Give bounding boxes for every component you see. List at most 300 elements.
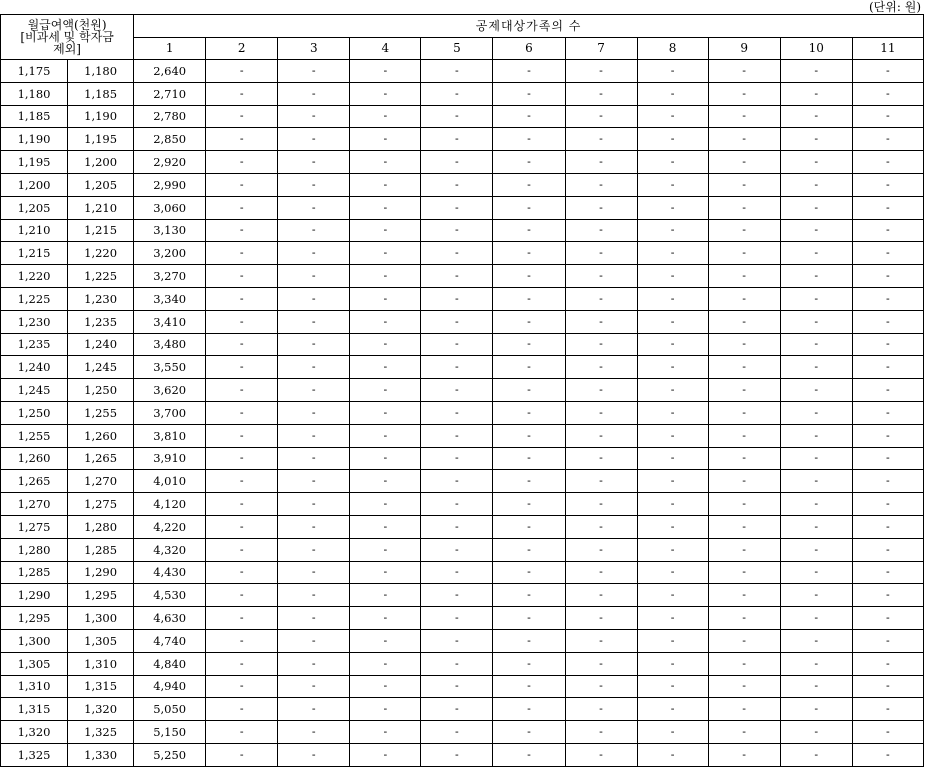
tax-family-9-cell: -	[708, 629, 780, 652]
tax-family-1-cell: 3,130	[134, 219, 206, 242]
tax-family-6-cell: -	[493, 721, 565, 744]
tax-family-6-cell: -	[493, 698, 565, 721]
tax-family-4-cell: -	[350, 743, 421, 766]
salary-from-cell: 1,180	[1, 82, 68, 105]
tax-family-2-cell: -	[206, 196, 278, 219]
tax-family-9-cell: -	[708, 447, 780, 470]
tax-family-3-cell: -	[278, 219, 350, 242]
tax-family-6-cell: -	[493, 333, 565, 356]
salary-to-cell: 1,230	[68, 287, 134, 310]
tax-family-9-cell: -	[708, 196, 780, 219]
tax-family-6-cell: -	[493, 82, 565, 105]
tax-family-6-cell: -	[493, 128, 565, 151]
tax-family-9-cell: -	[708, 584, 780, 607]
tax-family-5-cell: -	[421, 561, 493, 584]
tax-family-7-cell: -	[565, 424, 637, 447]
tax-family-6-cell: -	[493, 356, 565, 379]
tax-family-5-cell: -	[421, 379, 493, 402]
tax-family-5-cell: -	[421, 128, 493, 151]
salary-from-cell: 1,225	[1, 287, 68, 310]
tax-family-3-cell: -	[278, 333, 350, 356]
tax-family-6-cell: -	[493, 470, 565, 493]
salary-to-cell: 1,180	[68, 60, 134, 83]
tax-family-3-cell: -	[278, 401, 350, 424]
tax-family-2-cell: -	[206, 128, 278, 151]
tax-family-11-cell: -	[852, 105, 923, 128]
tax-family-3-cell: -	[278, 287, 350, 310]
table-row	[1, 82, 924, 105]
table-row	[1, 447, 924, 470]
tax-family-4-cell: -	[350, 721, 421, 744]
family-count-6: 6	[493, 37, 565, 60]
tax-family-6-cell: -	[493, 675, 565, 698]
tax-family-10-cell: -	[780, 379, 852, 402]
salary-from-cell: 1,285	[1, 561, 68, 584]
tax-family-1-cell: 2,990	[134, 173, 206, 196]
table-row	[1, 265, 924, 288]
tax-family-8-cell: -	[637, 151, 708, 174]
tax-family-2-cell: -	[206, 470, 278, 493]
salary-from-cell: 1,190	[1, 128, 68, 151]
tax-family-6-cell: -	[493, 538, 565, 561]
tax-family-5-cell: -	[421, 356, 493, 379]
tax-family-1-cell: 4,120	[134, 493, 206, 516]
salary-header-line1: 월급여액(천원)	[27, 18, 107, 32]
tax-family-4-cell: -	[350, 173, 421, 196]
tax-family-5-cell: -	[421, 265, 493, 288]
tax-family-9-cell: -	[708, 173, 780, 196]
tax-family-10-cell: -	[780, 561, 852, 584]
tax-family-7-cell: -	[565, 265, 637, 288]
tax-family-10-cell: -	[780, 128, 852, 151]
tax-family-10-cell: -	[780, 356, 852, 379]
tax-family-5-cell: -	[421, 82, 493, 105]
family-count-3: 3	[278, 37, 350, 60]
tax-family-2-cell: -	[206, 401, 278, 424]
tax-family-3-cell: -	[278, 652, 350, 675]
salary-to-cell: 1,260	[68, 424, 134, 447]
tax-family-11-cell: -	[852, 447, 923, 470]
salary-from-cell: 1,220	[1, 265, 68, 288]
salary-to-cell: 1,205	[68, 173, 134, 196]
tax-family-5-cell: -	[421, 652, 493, 675]
tax-family-9-cell: -	[708, 538, 780, 561]
tax-family-6-cell: -	[493, 196, 565, 219]
tax-family-4-cell: -	[350, 60, 421, 83]
tax-family-6-cell: -	[493, 151, 565, 174]
tax-family-7-cell: -	[565, 743, 637, 766]
tax-family-8-cell: -	[637, 265, 708, 288]
salary-to-cell: 1,320	[68, 698, 134, 721]
tax-family-7-cell: -	[565, 447, 637, 470]
tax-family-8-cell: -	[637, 333, 708, 356]
table-row	[1, 675, 924, 698]
tax-family-6-cell: -	[493, 105, 565, 128]
tax-family-7-cell: -	[565, 561, 637, 584]
tax-family-1-cell: 3,910	[134, 447, 206, 470]
table-row	[1, 287, 924, 310]
tax-family-4-cell: -	[350, 219, 421, 242]
tax-family-8-cell: -	[637, 675, 708, 698]
tax-family-1-cell: 3,270	[134, 265, 206, 288]
tax-family-7-cell: -	[565, 310, 637, 333]
tax-family-8-cell: -	[637, 561, 708, 584]
tax-family-7-cell: -	[565, 652, 637, 675]
tax-family-9-cell: -	[708, 219, 780, 242]
tax-family-11-cell: -	[852, 242, 923, 265]
tax-family-2-cell: -	[206, 584, 278, 607]
tax-family-8-cell: -	[637, 584, 708, 607]
tax-family-7-cell: -	[565, 82, 637, 105]
tax-family-6-cell: -	[493, 310, 565, 333]
tax-family-10-cell: -	[780, 607, 852, 630]
tax-family-4-cell: -	[350, 356, 421, 379]
tax-family-11-cell: -	[852, 607, 923, 630]
tax-family-2-cell: -	[206, 242, 278, 265]
tax-family-10-cell: -	[780, 698, 852, 721]
table-row	[1, 652, 924, 675]
table-row	[1, 151, 924, 174]
tax-family-1-cell: 3,480	[134, 333, 206, 356]
tax-family-5-cell: -	[421, 743, 493, 766]
tax-family-4-cell: -	[350, 424, 421, 447]
salary-from-cell: 1,320	[1, 721, 68, 744]
tax-family-2-cell: -	[206, 151, 278, 174]
tax-family-9-cell: -	[708, 721, 780, 744]
tax-family-1-cell: 2,920	[134, 151, 206, 174]
tax-family-3-cell: -	[278, 310, 350, 333]
table-row	[1, 698, 924, 721]
tax-family-11-cell: -	[852, 675, 923, 698]
salary-to-cell: 1,300	[68, 607, 134, 630]
table-row	[1, 333, 924, 356]
table-row	[1, 629, 924, 652]
tax-family-9-cell: -	[708, 287, 780, 310]
tax-family-4-cell: -	[350, 379, 421, 402]
salary-to-cell: 1,330	[68, 743, 134, 766]
tax-family-10-cell: -	[780, 629, 852, 652]
table-row	[1, 424, 924, 447]
tax-family-6-cell: -	[493, 424, 565, 447]
tax-family-6-cell: -	[493, 493, 565, 516]
tax-family-9-cell: -	[708, 607, 780, 630]
tax-family-5-cell: -	[421, 629, 493, 652]
tax-family-4-cell: -	[350, 151, 421, 174]
tax-family-11-cell: -	[852, 493, 923, 516]
tax-family-2-cell: -	[206, 310, 278, 333]
family-count-row	[1, 37, 924, 60]
salary-from-cell: 1,315	[1, 698, 68, 721]
tax-family-11-cell: -	[852, 219, 923, 242]
tax-family-8-cell: -	[637, 310, 708, 333]
tax-family-3-cell: -	[278, 173, 350, 196]
tax-family-8-cell: -	[637, 105, 708, 128]
tax-family-1-cell: 4,530	[134, 584, 206, 607]
tax-family-9-cell: -	[708, 310, 780, 333]
tax-family-11-cell: -	[852, 721, 923, 744]
tax-family-11-cell: -	[852, 333, 923, 356]
salary-to-cell: 1,265	[68, 447, 134, 470]
tax-family-8-cell: -	[637, 196, 708, 219]
tax-family-11-cell: -	[852, 82, 923, 105]
salary-to-cell: 1,240	[68, 333, 134, 356]
table-row	[1, 219, 924, 242]
tax-family-10-cell: -	[780, 721, 852, 744]
salary-to-cell: 1,210	[68, 196, 134, 219]
tax-family-3-cell: -	[278, 584, 350, 607]
tax-family-8-cell: -	[637, 82, 708, 105]
tax-family-8-cell: -	[637, 219, 708, 242]
family-count-4: 4	[350, 37, 421, 60]
tax-family-2-cell: -	[206, 561, 278, 584]
tax-family-9-cell: -	[708, 333, 780, 356]
tax-family-5-cell: -	[421, 538, 493, 561]
tax-family-11-cell: -	[852, 470, 923, 493]
salary-from-cell: 1,270	[1, 493, 68, 516]
tax-family-10-cell: -	[780, 310, 852, 333]
tax-family-2-cell: -	[206, 515, 278, 538]
salary-from-cell: 1,200	[1, 173, 68, 196]
tax-family-3-cell: -	[278, 607, 350, 630]
salary-from-cell: 1,280	[1, 538, 68, 561]
tax-family-7-cell: -	[565, 173, 637, 196]
tax-family-1-cell: 4,940	[134, 675, 206, 698]
tax-family-1-cell: 2,710	[134, 82, 206, 105]
tax-family-2-cell: -	[206, 629, 278, 652]
salary-from-cell: 1,290	[1, 584, 68, 607]
salary-from-cell: 1,265	[1, 470, 68, 493]
salary-to-cell: 1,305	[68, 629, 134, 652]
tax-family-4-cell: -	[350, 584, 421, 607]
tax-family-6-cell: -	[493, 743, 565, 766]
salary-to-cell: 1,220	[68, 242, 134, 265]
salary-from-cell: 1,295	[1, 607, 68, 630]
tax-family-8-cell: -	[637, 652, 708, 675]
tax-family-3-cell: -	[278, 196, 350, 219]
tax-family-6-cell: -	[493, 242, 565, 265]
tax-family-2-cell: -	[206, 333, 278, 356]
tax-family-5-cell: -	[421, 447, 493, 470]
tax-family-3-cell: -	[278, 721, 350, 744]
tax-family-10-cell: -	[780, 470, 852, 493]
tax-family-5-cell: -	[421, 310, 493, 333]
tax-family-3-cell: -	[278, 447, 350, 470]
tax-family-6-cell: -	[493, 287, 565, 310]
tax-family-7-cell: -	[565, 379, 637, 402]
tax-family-1-cell: 5,150	[134, 721, 206, 744]
salary-to-cell: 1,185	[68, 82, 134, 105]
tax-family-2-cell: -	[206, 721, 278, 744]
tax-family-7-cell: -	[565, 151, 637, 174]
tax-family-9-cell: -	[708, 424, 780, 447]
tax-family-11-cell: -	[852, 629, 923, 652]
tax-family-8-cell: -	[637, 379, 708, 402]
salary-to-cell: 1,290	[68, 561, 134, 584]
tax-family-1-cell: 4,220	[134, 515, 206, 538]
tax-family-4-cell: -	[350, 242, 421, 265]
tax-family-9-cell: -	[708, 470, 780, 493]
salary-to-cell: 1,275	[68, 493, 134, 516]
tax-family-9-cell: -	[708, 82, 780, 105]
tax-family-1-cell: 4,840	[134, 652, 206, 675]
tax-family-2-cell: -	[206, 447, 278, 470]
tax-family-5-cell: -	[421, 151, 493, 174]
salary-from-cell: 1,250	[1, 401, 68, 424]
family-count-1: 1	[134, 37, 206, 60]
tax-family-2-cell: -	[206, 219, 278, 242]
tax-family-8-cell: -	[637, 447, 708, 470]
tax-family-1-cell: 3,810	[134, 424, 206, 447]
salary-to-cell: 1,245	[68, 356, 134, 379]
tax-family-9-cell: -	[708, 379, 780, 402]
tax-family-8-cell: -	[637, 128, 708, 151]
tax-family-1-cell: 3,200	[134, 242, 206, 265]
tax-family-2-cell: -	[206, 743, 278, 766]
tax-family-2-cell: -	[206, 105, 278, 128]
tax-family-11-cell: -	[852, 287, 923, 310]
tax-family-1-cell: 3,550	[134, 356, 206, 379]
tax-family-3-cell: -	[278, 470, 350, 493]
tax-family-5-cell: -	[421, 515, 493, 538]
tax-family-9-cell: -	[708, 515, 780, 538]
tax-family-3-cell: -	[278, 151, 350, 174]
tax-family-11-cell: -	[852, 356, 923, 379]
tax-family-6-cell: -	[493, 629, 565, 652]
salary-from-cell: 1,255	[1, 424, 68, 447]
tax-family-8-cell: -	[637, 607, 708, 630]
salary-to-cell: 1,250	[68, 379, 134, 402]
tax-family-3-cell: -	[278, 743, 350, 766]
table-row	[1, 401, 924, 424]
tax-family-5-cell: -	[421, 698, 493, 721]
tax-family-10-cell: -	[780, 538, 852, 561]
tax-family-1-cell: 4,430	[134, 561, 206, 584]
table-row	[1, 196, 924, 219]
tax-family-1-cell: 5,250	[134, 743, 206, 766]
tax-family-3-cell: -	[278, 379, 350, 402]
tax-family-2-cell: -	[206, 652, 278, 675]
salary-from-cell: 1,300	[1, 629, 68, 652]
withholding-tax-table	[0, 14, 924, 767]
tax-family-7-cell: -	[565, 721, 637, 744]
table-row	[1, 561, 924, 584]
salary-to-cell: 1,200	[68, 151, 134, 174]
tax-family-5-cell: -	[421, 60, 493, 83]
tax-family-11-cell: -	[852, 379, 923, 402]
tax-family-9-cell: -	[708, 401, 780, 424]
table-row	[1, 493, 924, 516]
tax-family-3-cell: -	[278, 60, 350, 83]
tax-family-1-cell: 5,050	[134, 698, 206, 721]
tax-family-1-cell: 3,700	[134, 401, 206, 424]
tax-family-6-cell: -	[493, 584, 565, 607]
tax-family-2-cell: -	[206, 493, 278, 516]
tax-family-10-cell: -	[780, 105, 852, 128]
tax-family-8-cell: -	[637, 470, 708, 493]
tax-family-4-cell: -	[350, 447, 421, 470]
tax-family-8-cell: -	[637, 356, 708, 379]
tax-family-4-cell: -	[350, 82, 421, 105]
salary-to-cell: 1,280	[68, 515, 134, 538]
tax-family-10-cell: -	[780, 675, 852, 698]
tax-family-6-cell: -	[493, 401, 565, 424]
salary-to-cell: 1,215	[68, 219, 134, 242]
tax-family-10-cell: -	[780, 333, 852, 356]
salary-to-cell: 1,310	[68, 652, 134, 675]
tax-family-2-cell: -	[206, 424, 278, 447]
tax-family-3-cell: -	[278, 538, 350, 561]
tax-family-9-cell: -	[708, 151, 780, 174]
tax-family-3-cell: -	[278, 698, 350, 721]
tax-family-1-cell: 3,620	[134, 379, 206, 402]
tax-family-5-cell: -	[421, 105, 493, 128]
tax-family-9-cell: -	[708, 60, 780, 83]
tax-family-4-cell: -	[350, 196, 421, 219]
tax-family-7-cell: -	[565, 128, 637, 151]
tax-family-3-cell: -	[278, 265, 350, 288]
salary-header-line2: [비과세 및 학자금	[20, 30, 114, 44]
tax-family-11-cell: -	[852, 265, 923, 288]
tax-family-8-cell: -	[637, 538, 708, 561]
tax-family-7-cell: -	[565, 629, 637, 652]
tax-family-4-cell: -	[350, 675, 421, 698]
tax-family-9-cell: -	[708, 105, 780, 128]
tax-family-11-cell: -	[852, 743, 923, 766]
tax-family-2-cell: -	[206, 356, 278, 379]
table-row	[1, 743, 924, 766]
tax-family-4-cell: -	[350, 105, 421, 128]
salary-from-cell: 1,210	[1, 219, 68, 242]
table-row	[1, 128, 924, 151]
salary-from-cell: 1,260	[1, 447, 68, 470]
tax-family-3-cell: -	[278, 128, 350, 151]
tax-family-10-cell: -	[780, 82, 852, 105]
tax-family-1-cell: 2,850	[134, 128, 206, 151]
tax-family-7-cell: -	[565, 196, 637, 219]
tax-family-2-cell: -	[206, 698, 278, 721]
tax-family-8-cell: -	[637, 493, 708, 516]
table-row	[1, 242, 924, 265]
tax-family-5-cell: -	[421, 287, 493, 310]
tax-family-8-cell: -	[637, 424, 708, 447]
salary-from-cell: 1,310	[1, 675, 68, 698]
table-row	[1, 515, 924, 538]
tax-family-11-cell: -	[852, 401, 923, 424]
salary-to-cell: 1,295	[68, 584, 134, 607]
tax-family-2-cell: -	[206, 379, 278, 402]
tax-family-5-cell: -	[421, 401, 493, 424]
tax-family-11-cell: -	[852, 515, 923, 538]
tax-family-3-cell: -	[278, 82, 350, 105]
tax-family-6-cell: -	[493, 652, 565, 675]
tax-family-7-cell: -	[565, 538, 637, 561]
tax-family-8-cell: -	[637, 629, 708, 652]
tax-family-7-cell: -	[565, 493, 637, 516]
tax-family-11-cell: -	[852, 561, 923, 584]
tax-family-1-cell: 4,320	[134, 538, 206, 561]
tax-family-6-cell: -	[493, 607, 565, 630]
salary-from-cell: 1,175	[1, 60, 68, 83]
tax-family-5-cell: -	[421, 607, 493, 630]
tax-family-3-cell: -	[278, 242, 350, 265]
tax-family-3-cell: -	[278, 356, 350, 379]
tax-family-11-cell: -	[852, 584, 923, 607]
tax-family-10-cell: -	[780, 60, 852, 83]
tax-family-4-cell: -	[350, 652, 421, 675]
tax-family-10-cell: -	[780, 424, 852, 447]
salary-from-cell: 1,215	[1, 242, 68, 265]
tax-family-9-cell: -	[708, 698, 780, 721]
